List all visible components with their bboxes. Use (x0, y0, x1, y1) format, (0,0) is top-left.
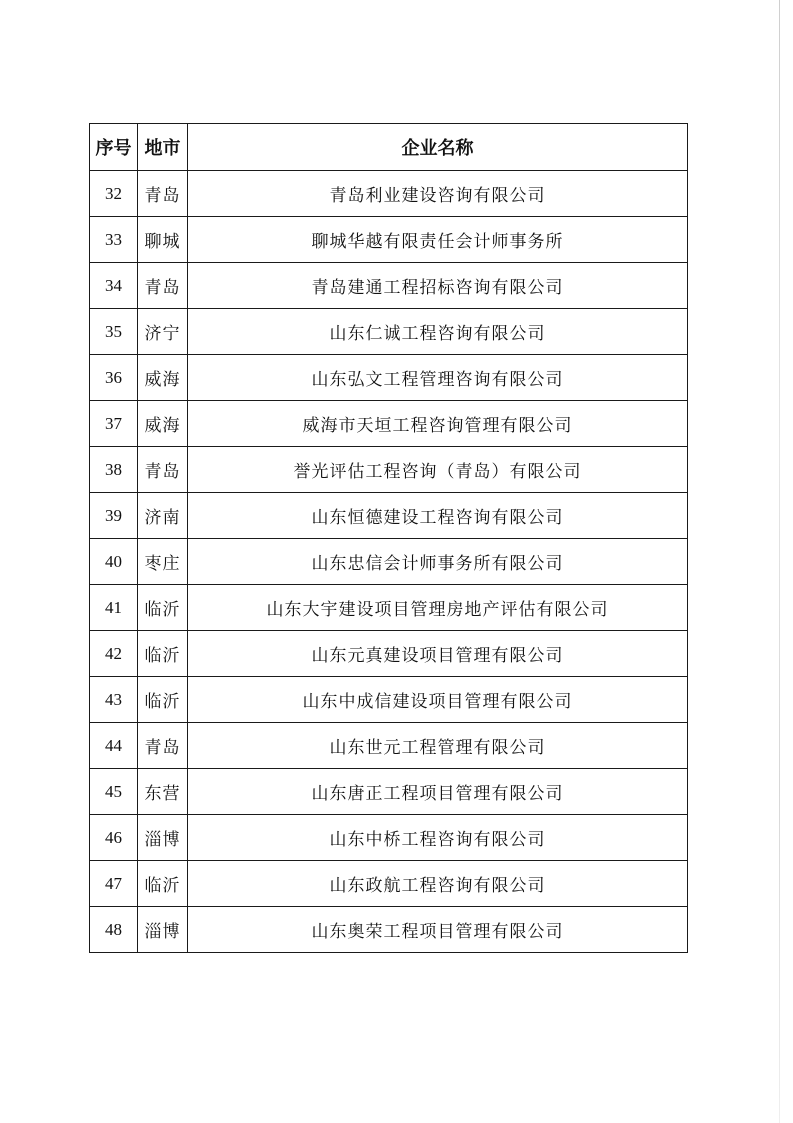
header-city: 地市 (138, 124, 188, 171)
row-enterprise-name: 山东政航工程咨询有限公司 (188, 861, 688, 907)
row-serial-number: 40 (90, 539, 138, 585)
table-row (90, 907, 688, 953)
row-enterprise-name: 山东中成信建设项目管理有限公司 (188, 677, 688, 723)
row-enterprise-name: 山东仁诚工程咨询有限公司 (188, 309, 688, 355)
row-serial-number: 37 (90, 401, 138, 447)
row-serial-number: 42 (90, 631, 138, 677)
row-enterprise-name: 山东奥荣工程项目管理有限公司 (188, 907, 688, 953)
row-city: 青岛 (138, 447, 188, 493)
row-enterprise-name: 山东唐正工程项目管理有限公司 (188, 769, 688, 815)
row-enterprise-name: 山东元真建设项目管理有限公司 (188, 631, 688, 677)
row-city: 济南 (138, 493, 188, 539)
row-city: 东营 (138, 769, 188, 815)
row-serial-number: 41 (90, 585, 138, 631)
row-city: 临沂 (138, 585, 188, 631)
row-enterprise-name: 山东世元工程管理有限公司 (188, 723, 688, 769)
row-enterprise-name: 誉光评估工程咨询（青岛）有限公司 (188, 447, 688, 493)
row-enterprise-name: 威海市天垣工程咨询管理有限公司 (188, 401, 688, 447)
row-city: 威海 (138, 355, 188, 401)
enterprise-table (89, 123, 688, 953)
table-row (90, 493, 688, 539)
row-city: 济宁 (138, 309, 188, 355)
table-row (90, 631, 688, 677)
table-row (90, 861, 688, 907)
table-row (90, 355, 688, 401)
row-serial-number: 48 (90, 907, 138, 953)
row-city: 临沂 (138, 861, 188, 907)
row-serial-number: 47 (90, 861, 138, 907)
table-row (90, 723, 688, 769)
table-row (90, 677, 688, 723)
row-enterprise-name: 山东恒德建设工程咨询有限公司 (188, 493, 688, 539)
row-enterprise-name: 山东大宇建设项目管理房地产评估有限公司 (188, 585, 688, 631)
row-serial-number: 35 (90, 309, 138, 355)
row-enterprise-name: 山东弘文工程管理咨询有限公司 (188, 355, 688, 401)
row-city: 淄博 (138, 815, 188, 861)
row-city: 聊城 (138, 217, 188, 263)
row-city: 临沂 (138, 631, 188, 677)
table-row (90, 447, 688, 493)
row-serial-number: 44 (90, 723, 138, 769)
table-row (90, 309, 688, 355)
row-city: 青岛 (138, 171, 188, 217)
row-serial-number: 45 (90, 769, 138, 815)
table-row (90, 539, 688, 585)
row-city: 枣庄 (138, 539, 188, 585)
scan-edge-line (779, 0, 780, 1123)
row-city: 临沂 (138, 677, 188, 723)
row-enterprise-name: 聊城华越有限责任会计师事务所 (188, 217, 688, 263)
row-city: 青岛 (138, 723, 188, 769)
row-city: 青岛 (138, 263, 188, 309)
table-row (90, 401, 688, 447)
table-row (90, 217, 688, 263)
row-serial-number: 34 (90, 263, 138, 309)
row-serial-number: 38 (90, 447, 138, 493)
row-serial-number: 43 (90, 677, 138, 723)
row-enterprise-name: 山东忠信会计师事务所有限公司 (188, 539, 688, 585)
table-row (90, 769, 688, 815)
table-header-row (90, 124, 688, 171)
table-row (90, 263, 688, 309)
table-row (90, 815, 688, 861)
row-city: 淄博 (138, 907, 188, 953)
header-enterprise-name: 企业名称 (188, 124, 688, 171)
row-serial-number: 46 (90, 815, 138, 861)
table-row (90, 171, 688, 217)
row-serial-number: 36 (90, 355, 138, 401)
row-serial-number: 33 (90, 217, 138, 263)
row-enterprise-name: 青岛利业建设咨询有限公司 (188, 171, 688, 217)
row-serial-number: 32 (90, 171, 138, 217)
row-city: 威海 (138, 401, 188, 447)
row-enterprise-name: 山东中桥工程咨询有限公司 (188, 815, 688, 861)
row-enterprise-name: 青岛建通工程招标咨询有限公司 (188, 263, 688, 309)
table-row (90, 585, 688, 631)
header-serial-number: 序号 (90, 124, 138, 171)
row-serial-number: 39 (90, 493, 138, 539)
